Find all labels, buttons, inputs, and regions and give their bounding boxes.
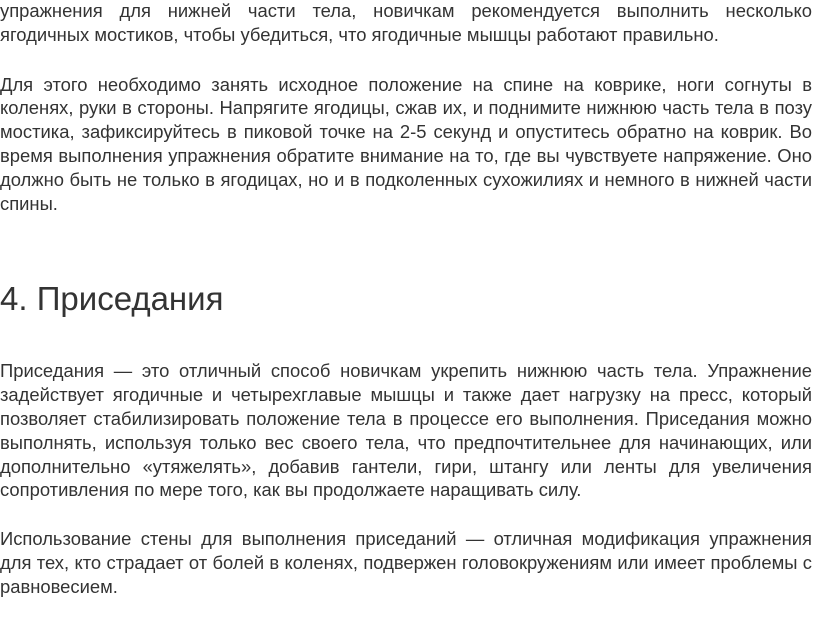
paragraph-squats-description: Приседания — это отличный способ новичкам укрепить нижнюю часть тела. Упражнение задействует ягодичные и четырехглавые мышцы и также дает нагрузку на пресс, который позволяет стабилизировать положение тела в процессе его выполнения. Приседания можно выполнять, используя только вес своего тела, что предпочтительнее для начинающих, или дополнительно «утяжелять», добавив гантели, гири, штангу или ленты для увеличения сопротивления по мере того, как вы продолжаете наращивать силу. [0,360,812,501]
paragraph-wall-squats: Использование стены для выполнения приседаний — отличная модификация упражнения для тех, кто страдает от болей в коленях, подвержен головокружениям или имеет проблемы с равновесием. [0,528,812,597]
paragraph-glute-bridge-technique: Для этого необходимо занять исходное положение на спине на коврике, ноги согнуты в коленях, руки в стороны. Напрягите ягодицы, сжав их, и поднимите нижнюю часть тела в позу мостика, зафиксируйтесь в пиковой точке на 2-5 секунд и опуститесь обратно на коврик. Во время выполнения упражнения обратите внимание на то, где вы чувствуете напряжение. Оно должно быть не только в ягодицах, но и в подколенных сухожилиях и немного в нижней части спины. [0,73,812,214]
section-heading-squats: 4. Приседания [0,280,224,318]
paragraph-glute-bridge-intro: упражнения для нижней части тела, новичкам рекомендуется выполнить несколько ягодичных мостиков, чтобы убедиться, что ягодичные мышцы работают правильно. [0,0,812,45]
